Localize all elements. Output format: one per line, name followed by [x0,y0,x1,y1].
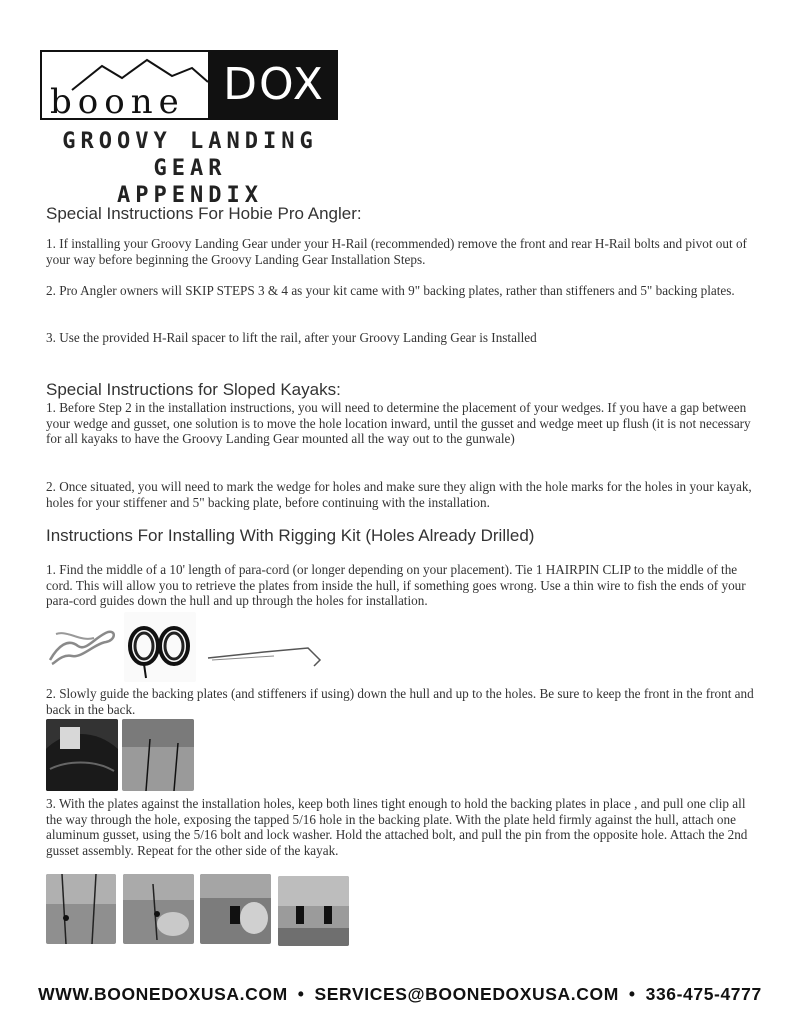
sloped-step-1: 1. Before Step 2 in the installation instructions, you will need to determine the placement of your wedges. If you have a gap between your wedge and gusset, one solution is to move the hole location inward, until the gusset and wedge meet up flush (it is not necessary for all kayaks to have the Groovy Landing Gear mounted all the way out to the gunwale) [46,400,751,446]
footer-separator: • [628,984,636,1004]
para-cord-coil-photo [124,612,196,682]
pull-clip-photo [123,874,194,944]
boonedox-logo [40,50,338,120]
mounted-gusset-photo [278,876,349,946]
footer-phone: 336-475-4777 [645,984,762,1004]
wire-photo [204,636,328,672]
page-title [40,128,340,209]
hull-lines-photo [122,719,194,791]
rigging-step-2: 2. Slowly guide the backing plates (and stiffeners if using) down the hull and up to the holes. Be sure to keep the front in the front and back in the back. [46,686,754,717]
hobie-step-2: 2. Pro Angler owners will SKIP STEPS 3 & 4 as your kit came with 9" backing plates, rather than stiffeners and 5" backing plates. [46,283,735,298]
hull-holes-photo [46,874,116,944]
sloped-step-2: 2. Once situated, you will need to mark the wedge for holes and make sure they align with the hole marks for the holes in your kayak, holes for your stiffener and 5" backing plate, before continuing with the installation. [46,479,752,510]
page-footer [0,984,800,1005]
backing-plate-photo [46,719,118,791]
rigging-step-1: 1. Find the middle of a 10' length of para-cord (or longer depending on your placement). Tie 1 HAIRPIN CLIP to the middle of the cord. This will allow you to retrieve the plates from inside the hull, if something goes wrong. Use a thin wire to fish the ends of your para-cord guides down the hull and up through the holes for installation. [46,562,746,608]
section-heading-sloped: Special Instructions for Sloped Kayaks: [46,380,341,399]
title-line-2: APPENDIX [117,183,263,208]
section-heading-rigging: Instructions For Installing With Rigging Kit (Holes Already Drilled) [46,526,535,545]
hairpin-clip-photo [46,616,118,672]
hobie-step-3: 3. Use the provided H-Rail spacer to lift the rail, after your Groovy Landing Gear is Installed [46,330,537,345]
logo-dox-text: DOX [210,50,338,120]
logo-left-panel [40,50,210,120]
footer-email-link[interactable]: SERVICES@BOONEDOXUSA.COM [314,984,619,1004]
bolt-photo [200,874,271,944]
logo-boone-text: boone [50,82,185,122]
rigging-step-3: 3. With the plates against the installation holes, keep both lines tight enough to hold the backing plates in place , and pull one clip all the way through the hole, exposing the tapped 5/16 hole in the backing plate. With the plate held firmly against the hull, attach one aluminum gusset, using the 5/16 bolt and lock washer. Hold the attached bolt, and pull the pin from the opposite hole. Attach the 2nd gusset assembly. Repeat for the other side of the kayak. [46,796,748,858]
title-line-1: GROOVY LANDING GEAR [62,129,318,181]
section-heading-hobie: Special Instructions For Hobie Pro Angler: [46,204,362,223]
footer-website-link[interactable]: WWW.BOONEDOXUSA.COM [38,984,288,1004]
footer-separator: • [297,984,305,1004]
hobie-step-1: 1. If installing your Groovy Landing Gear under your H-Rail (recommended) remove the front and rear H-Rail bolts and pivot out of your way before beginning the Groovy Landing Gear Installation Steps. [46,236,747,267]
